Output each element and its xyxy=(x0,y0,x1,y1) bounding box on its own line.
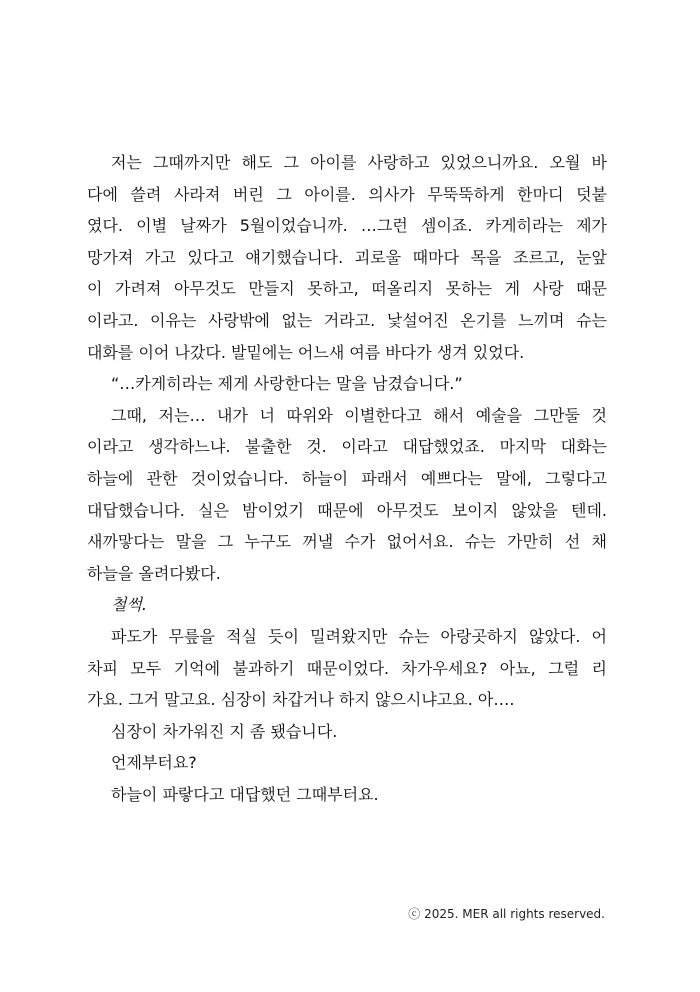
text-line: 다에 쓸려 사라져 버린 그 아이를. 의사가 무뚝뚝하게 한마디 덧붙 xyxy=(87,184,607,204)
text-line: 저는 그때까지만 해도 그 아이를 사랑하고 있었으니까요. 오월 바 xyxy=(111,153,607,172)
text-line: 차피 모두 기억에 불과하기 때문이었다. 차가우세요? 아뇨, 그럴 리 xyxy=(87,658,607,678)
text-line: 대화를 이어 나갔다. 발밑에는 어느새 여름 바다가 생겨 있었다. xyxy=(87,342,525,362)
text-line: 이라고. 이유는 사랑밖에 없는 거라고. 낯설어진 온기를 느끼며 슈는 xyxy=(87,310,607,330)
body-text xyxy=(87,147,607,810)
text-line: 가요. 그거 말고요. 심장이 차갑거나 하지 않으시냐고요. 아…. xyxy=(87,690,515,710)
text-line: 하늘을 올려다봤다. xyxy=(87,563,221,583)
text-line: 언제부터요? xyxy=(111,753,197,773)
text-line: 망가져 가고 있다고 얘기했습니다. 괴로울 때마다 목을 조르고, 눈앞 xyxy=(87,247,607,267)
text-line: 이라고 생각하느냐. 불출한 것. 이라고 대답했었죠. 마지막 대화는 xyxy=(87,437,607,457)
text-line: 심장이 차가워진 지 좀 됐습니다. xyxy=(111,721,338,741)
text-line: 하늘이 파랗다고 대답했던 그때부터요. xyxy=(111,784,379,804)
text-line: 그때, 저는… 내가 너 따위와 이별한다고 해서 예술을 그만둘 것 xyxy=(111,405,607,425)
text-line: 하늘에 관한 것이었습니다. 하늘이 파래서 예쁘다는 말에, 그렇다고 xyxy=(87,468,607,488)
text-line: “…카게히라는 제게 사랑한다는 말을 남겼습니다.” xyxy=(111,374,463,394)
text-line: 파도가 무릎을 적실 듯이 밀려왔지만 슈는 아랑곳하지 않았다. 어 xyxy=(111,626,607,646)
text-line: 새까맣다는 말을 그 누구도 꺼낼 수가 없어서요. 슈는 가만히 선 채 xyxy=(87,532,607,552)
copyright-footer: ⓒ 2025. MER all rights reserved. xyxy=(408,907,605,921)
text-line: 였다. 이별 날짜가 5월이었습니까. …그런 셈이죠. 카게히라는 제가 xyxy=(87,216,607,236)
text-line: 대답했습니다. 실은 밤이었기 때문에 아무것도 보이지 않았을 텐데. xyxy=(87,500,607,520)
text-line: 이 가려져 아무것도 만들지 못하고, 떠올리지 못하는 게 사랑 때문 xyxy=(87,279,607,299)
text-line: 철썩. xyxy=(111,595,147,615)
